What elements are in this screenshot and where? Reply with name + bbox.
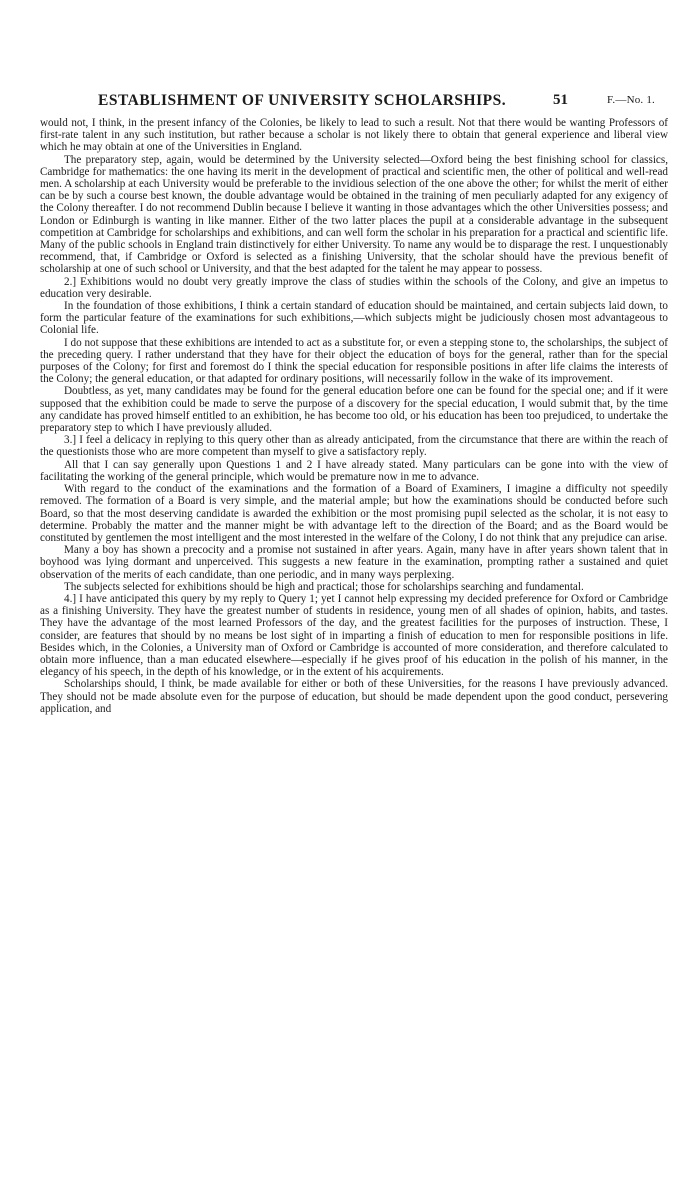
page-number: 51: [553, 92, 568, 108]
paragraph: I do not suppose that these exhibitions are intended to act as a substitute for, or even a stepping stone to, the scholarships, the subject of the preceding query. I rather understand that they have for their object the education of boys for the general, rather than for the special purposes of the Colony; for first and foremost do I think the special education for responsible positions in after life claims the interests of the Colony; the general education, or that adapted for ordinary positions, will necessarily follow in the wake of its improvement.: [40, 336, 668, 386]
paragraph: 3.] I feel a delicacy in replying to this query other than as already anticipated, from the circumstance that there are within the reach of the questionists those who are more competent than myself to give a satisfactory reply.: [40, 434, 668, 459]
paragraph: Many a boy has shown a precocity and a promise not sustained in after years. Again, many have in after years shown talent that in boyhood was lying dormant and unperceived. This suggests a new feature in the examination, prompting rather a sustained and quiet observation of the merits of each candidate, than one periodic, and in many ways perplexing.: [40, 544, 668, 581]
series-number: F.—No. 1.: [607, 94, 655, 106]
running-title: ESTABLISHMENT OF UNIVERSITY SCHOLARSHIPS.: [98, 92, 507, 109]
paragraph: would not, I think, in the present infancy of the Colonies, be likely to lead to such a result. Not that there would be wanting Professors of first-rate talent in any such institution, but rather because a scholar is not likely there to obtain that general experience and liberal view which he may obtain at one of the Universities in England.: [40, 117, 668, 154]
paragraph: 2.] Exhibitions would no doubt very greatly improve the class of studies within the schools of the Colony, and give an impetus to education very desirable.: [40, 275, 668, 300]
paragraph: The preparatory step, again, would be determined by the University selected—Oxford being the best finishing school for classics, Cambridge for mathematics: the one having its merit in the development of practical and scientific men, the other of political and well-read men. A scholarship at each University would be preferable to the invidious selection of the one above the other; for whilst the merit of either can be by such a course best known, the double advantage would be obtained in the training of men peculiarly adapted for any exigency of the Colony thereafter. I do not recommend Dublin because I believe it wanting in those advantages which the other Universities possess; and London or Edinburgh is wanting in like manner. Either of the two latter places the pupil at a considerable advantage in the subsequent competition at Cambridge for scholarships and exhibitions, and can well form the scholar in his preparation for a practical and scientific life. Many of the public schools in England train distinctively for either University. To name any would be to disparage the rest. I unquestionably recommend, that, if Cambridge or Oxford is selected as a finishing University, that the scholar should have the previous benefit of scholarship at one of such school or University, and that the best adapted for the talent he may appear to possess.: [40, 153, 668, 276]
paragraph: 4.] I have anticipated this query by my reply to Query 1; yet I cannot help expressing my decided preference for Oxford or Cambridge as a finishing University. They have the greatest number of students in residence, young men of all shades of opinion, habits, and tastes. They have the advantage of the most learned Professors of the day, and the greatest facilities for the purposes of instruction. These, I consider, are features that should by no means be lost sight of in imparting a finish of education to men for responsible positions in life. Besides which, in the Colonies, a University man of Oxford or Cambridge is accounted of more consideration, and therefore calculated to obtain more influence, than a man educated elsewhere—especially if he gives proof of his education in the polish of his manner, in the elegancy of his speech, in the depth of his knowledge, or in the extent of his acquirements.: [40, 592, 668, 679]
paragraph: With regard to the conduct of the examinations and the formation of a Board of Examiners, I imagine a difficulty not speedily removed. The formation of a Board is very simple, and the material ample; but how the examinations should be conducted before such Board, so that the most deserving candidate is awarded the exhibition or the most promising pupil selected as the scholar, it is not easy to determine. Probably the matter and the manner might be with advantage left to the direction of the Board; and as the Board would be constituted by gentlemen the most intelligent and the most interested in the welfare of the Colony, I do not think that any prejudice can arise.: [40, 483, 668, 544]
paragraph: The subjects selected for exhibitions should be high and practical; those for scholarships searching and fundamental.: [64, 580, 584, 593]
paragraph: Doubtless, as yet, many candidates may be found for the general education before one can be found for the special one; and if it were supposed that the exhibition could be made to serve the purpose of a discovery for the special education, I would submit that, by the time any candidate has proved himself entitled to an exhibition, he has become too old, or his education has been too prejudiced, to undertake the preparatory step to which I have previously alluded.: [40, 385, 668, 435]
paragraph: All that I can say generally upon Questions 1 and 2 I have already stated. Many particulars can be gone into with the view of facilitating the working of the general principle, which would be premature now in me to advance.: [40, 458, 668, 483]
page-header: [0, 88, 700, 112]
paragraph: In the foundation of those exhibitions, I think a certain standard of education should be maintained, and certain subjects laid down, to form the particular feature of the examinations for such exhibitions,—which subjects might be judiciously chosen most advantageous to Colonial life.: [40, 300, 668, 337]
paragraph: Scholarships should, I think, be made available for either or both of these Universities, for the reasons I have previously advanced. They should not be made absolute even for the purpose of education, but should be made dependent upon the good conduct, persevering application, and: [40, 678, 668, 715]
document-body: [40, 117, 668, 715]
